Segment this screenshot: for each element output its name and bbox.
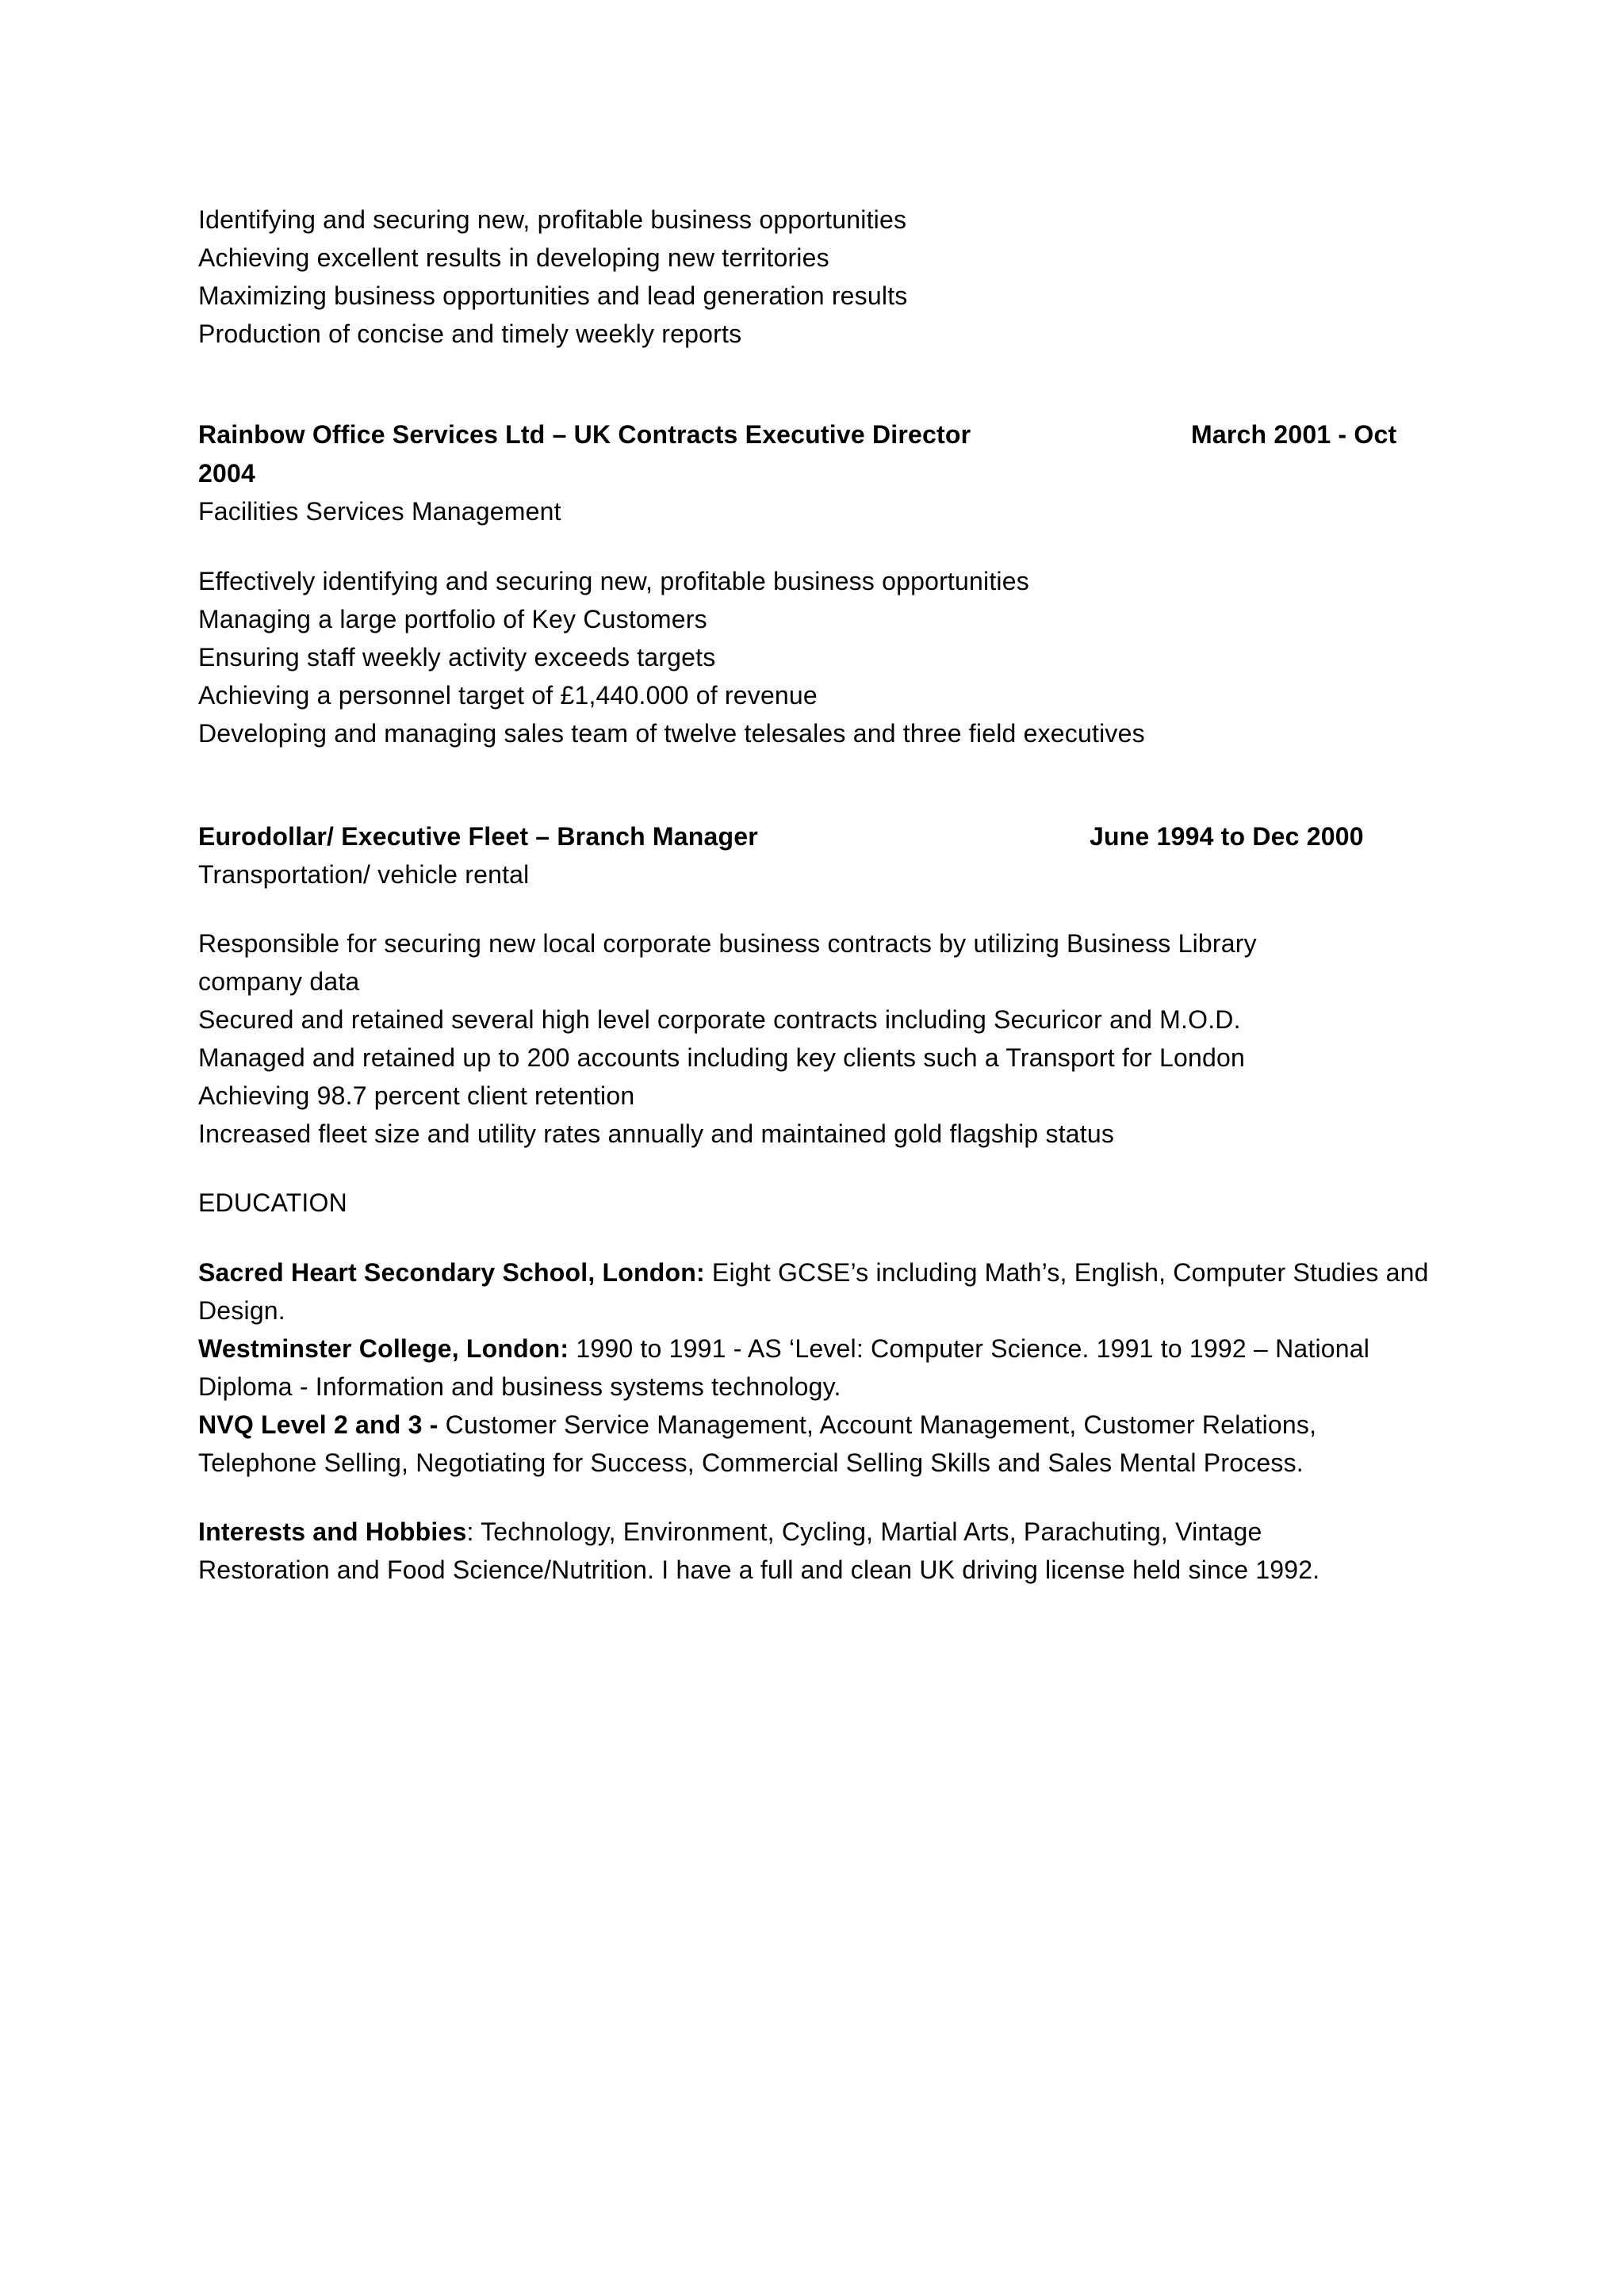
education-sacred-heart-cont: Design. xyxy=(198,1296,285,1325)
education-westminster-text: 1990 to 1991 - AS ‘Level: Computer Science. 1991 to 1992 – National xyxy=(569,1334,1370,1363)
education-westminster-label: Westminster College, London: xyxy=(198,1334,569,1363)
job-rainbow-duty-5: Developing and managing sales team of twelve telesales and three field executives xyxy=(198,719,1145,748)
job-rainbow-duty-3: Ensuring staff weekly activity exceeds targets xyxy=(198,643,716,672)
job-rainbow-duty-2: Managing a large portfolio of Key Customers xyxy=(198,605,707,633)
interests-line xyxy=(198,1516,1262,1548)
job-eurodollar-date: June 1994 to Dec 2000 xyxy=(1090,822,1364,851)
interests-text: : Technology, Environment, Cycling, Martial Arts, Parachuting, Vintage xyxy=(466,1517,1262,1546)
job-eurodollar-title: Eurodollar/ Executive Fleet – Branch Manager xyxy=(198,822,758,851)
job-rainbow-title: Rainbow Office Services Ltd – UK Contracts Executive Director xyxy=(198,420,971,449)
interests-cont: Restoration and Food Science/Nutrition. I have a full and clean UK driving license held since 1992. xyxy=(198,1556,1320,1584)
education-heading: EDUCATION xyxy=(198,1188,347,1217)
job-eurodollar-duty-4: Achieving 98.7 percent client retention xyxy=(198,1081,635,1110)
job-rainbow-date-cont: 2004 xyxy=(198,459,255,488)
intro-line-4: Production of concise and timely weekly reports xyxy=(198,320,742,348)
education-sacred-heart-label: Sacred Heart Secondary School, London: xyxy=(198,1258,705,1287)
education-westminster xyxy=(198,1333,1369,1364)
education-sacred-heart-text: Eight GCSE’s including Math’s, English, Computer Studies and xyxy=(704,1258,1429,1287)
education-nvq-cont: Telephone Selling, Negotiating for Success, Commercial Selling Skills and Sales Mental Process. xyxy=(198,1448,1304,1477)
intro-line-2: Achieving excellent results in developing new territories xyxy=(198,243,829,272)
job-eurodollar-duty-3: Managed and retained up to 200 accounts including key clients such a Transport for London xyxy=(198,1043,1245,1072)
job-eurodollar-duty-1: Responsible for securing new local corporate business contracts by utilizing Business Library xyxy=(198,929,1257,958)
job-eurodollar-duty-2: Secured and retained several high level corporate contracts including Securicor and M.O.D. xyxy=(198,1005,1241,1034)
job-eurodollar-duty-5: Increased fleet size and utility rates annually and maintained gold flagship status xyxy=(198,1119,1115,1148)
intro-line-1: Identifying and securing new, profitable business opportunities xyxy=(198,205,907,234)
job-rainbow-duty-4: Achieving a personnel target of £1,440.000 of revenue xyxy=(198,681,818,710)
job-eurodollar-duty-1-cont: company data xyxy=(198,967,360,996)
intro-line-3: Maximizing business opportunities and lead generation results xyxy=(198,281,908,310)
education-nvq-label: NVQ Level 2 and 3 - xyxy=(198,1410,439,1439)
education-westminster-cont: Diploma - Information and business systems technology. xyxy=(198,1372,841,1401)
job-rainbow-sector: Facilities Services Management xyxy=(198,497,561,526)
education-sacred-heart xyxy=(198,1257,1429,1288)
education-nvq xyxy=(198,1409,1316,1441)
job-rainbow-date: March 2001 - Oct xyxy=(1191,420,1397,449)
job-rainbow-duty-1: Effectively identifying and securing new, profitable business opportunities xyxy=(198,567,1029,595)
interests-label: Interests and Hobbies xyxy=(198,1517,467,1546)
education-nvq-text: Customer Service Management, Account Management, Customer Relations, xyxy=(438,1410,1317,1439)
job-eurodollar-sector: Transportation/ vehicle rental xyxy=(198,860,530,889)
